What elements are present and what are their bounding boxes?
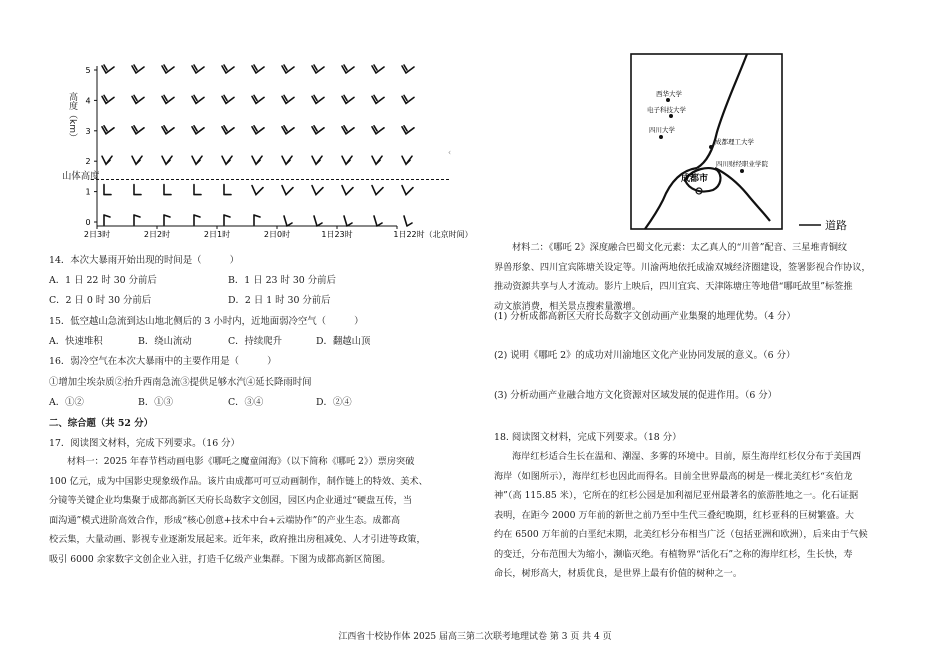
wind-barb <box>192 95 204 103</box>
wind-barb <box>374 216 382 226</box>
wind-barb <box>222 95 234 103</box>
q18-stem: 18. 阅读图文材料，完成下列要求。（18 分） <box>494 432 682 443</box>
school-label: 电子科技大学 <box>647 106 686 114</box>
road <box>715 168 770 221</box>
material-line: 的变迁，分布范围大为缩小，濒临灭绝。有植物界“活化石”之称的海岸红杉，生长快，寿 <box>494 548 853 560</box>
material-line: 100 亿元，成为中国影史现象级作品。该片由成都可可豆动画制作，制作链上的特效、美术、 <box>49 475 428 487</box>
wind-barb <box>372 95 384 103</box>
wind-barb <box>312 65 324 73</box>
material-line: 海岸（如图所示），海岸红杉也因此而得名。目前全世界最高的树是一棵北美红杉“亥伯龙 <box>494 470 853 482</box>
wind-barb <box>342 186 353 195</box>
wind-barb <box>192 126 204 134</box>
q16-option-b: B．①③ <box>138 397 174 408</box>
y-tick-label: 2 <box>85 157 91 167</box>
wind-barb <box>252 186 263 195</box>
q16-option-a: A．①② <box>49 397 84 408</box>
wind-barb-chart <box>55 60 473 246</box>
q17-part-3: (3) 分析动画产业融合地方文化资源对区域发展的促进作用。（6 分） <box>494 390 778 401</box>
q15-option-c: C．持续爬升 <box>228 336 283 347</box>
wind-barb <box>254 215 260 225</box>
x-tick-label: 2日2时 <box>143 230 171 239</box>
wind-barb <box>222 126 234 134</box>
y-tick-label: 3 <box>85 126 91 136</box>
wind-barb <box>224 215 230 225</box>
school-label: 四川财经职业学院 <box>716 160 768 168</box>
wind-barb <box>162 126 174 134</box>
wind-barb <box>252 65 264 73</box>
wind-barb <box>192 156 202 164</box>
wind-barbs <box>102 65 414 226</box>
wind-barb <box>282 186 293 195</box>
wind-barb <box>252 95 264 103</box>
q14-stem: 14．本次大暴雨开始出现的时间是（ ） <box>49 255 240 266</box>
wind-barb <box>252 156 262 164</box>
wind-barb <box>104 185 111 195</box>
material-line: 界兽形象、四川宜宾陈塘关设定等。川渝两地依托成渝双城经济圈建设，签署影视合作协议， <box>494 261 871 273</box>
wind-barb <box>224 185 231 195</box>
material-three <box>494 447 904 584</box>
wind-barb <box>402 126 414 134</box>
school-label: 四川大学 <box>649 126 675 134</box>
q16-stem: 16．弱冷空气在本次大暴雨中的主要作用是（ ） <box>49 356 277 367</box>
wind-barb <box>194 185 201 195</box>
wind-barb <box>372 65 384 73</box>
wind-barb <box>402 156 412 164</box>
material-line: 材料一：2025 年春节档动画电影《哪吒之魔童闹海》（以下简称《哪吒 2》）票房突破 <box>67 456 415 467</box>
material-line: 表明，在距今 2000 万年前的新世之前乃至中生代三叠纪晚期，红杉亚科的巨树繁盛。大 <box>494 509 854 521</box>
wind-barb <box>312 156 322 164</box>
x-tick-label: 2日0时 <box>263 230 291 239</box>
q15-option-a: A．快速堆积 <box>49 336 103 347</box>
mountain-height-label: 山体高度 <box>62 171 100 182</box>
wind-barb <box>284 216 292 226</box>
wind-barb <box>164 215 170 225</box>
material-line: 校云集，大量动画、影视专业逐渐发展起来。近年来，政府推出房租减免、人才引进等政策， <box>49 534 426 545</box>
wind-barb <box>282 156 292 164</box>
wind-barb <box>132 156 142 164</box>
wind-barb <box>342 95 354 103</box>
y-tick-label: 1 <box>85 187 91 197</box>
school-dot <box>659 135 663 139</box>
material-line: 海岸红杉适合生长在温和、潮湿、多雾的环境中。目前，原生海岸红杉仅分布于美国西 <box>512 451 862 462</box>
wind-barb <box>222 156 232 164</box>
wind-barb <box>282 65 294 73</box>
wind-barb <box>372 156 382 164</box>
wind-barb <box>132 95 144 103</box>
wind-barb <box>342 126 354 134</box>
wind-barb <box>282 126 294 134</box>
material-line: 推动资源共享与人才流动。影片上映后，四川宜宾、天津陈塘庄等地借“哪吒故里”标签推 <box>494 281 853 292</box>
wind-barb <box>162 156 172 164</box>
wind-barb <box>404 216 412 226</box>
q17-stem: 17．阅读图文材料，完成下列要求。（16 分） <box>49 438 240 449</box>
road <box>697 54 747 168</box>
wind-barb <box>222 65 234 73</box>
q15-option-b: B．绕山流动 <box>138 336 192 347</box>
wind-barb <box>104 215 110 225</box>
wind-barb <box>252 126 264 134</box>
wind-barb <box>134 185 141 195</box>
wind-barb <box>402 186 413 195</box>
school-label: 成都理工大学 <box>715 138 754 146</box>
wind-barb <box>102 126 114 134</box>
q16-option-c: C．③④ <box>228 397 264 408</box>
y-tick-label: 4 <box>85 96 91 106</box>
material-line: 面沟通”模式进阶高效合作，形成“核心创意+技术中台+云端协作”的产业生态。成都高 <box>49 514 401 526</box>
wind-barb <box>312 186 323 195</box>
school-dot <box>740 169 744 173</box>
wind-barb <box>402 95 414 103</box>
wind-barb <box>162 65 174 73</box>
wind-barb <box>344 216 352 226</box>
y-tick-label: 5 <box>85 66 91 75</box>
material-one <box>49 452 454 569</box>
wind-barb <box>162 95 174 103</box>
x-tick-label: 2日1时 <box>203 230 231 239</box>
q16-statements: ①增加尘埃杂质②抬升西南急流③提供足够水汽④延长降雨时间 <box>49 377 312 388</box>
material-line: 吸引 6000 余家数字文创企业入驻，打造千亿级产业集群。下图为成都高新区简图。 <box>49 553 391 565</box>
material-two <box>494 238 904 316</box>
material-line: 神”（高 115.85 米），它所在的红杉公园是加利福尼亚州最著名的旅游胜地之一。化石证据 <box>494 490 859 501</box>
material-line: 命长，树形高大，材质优良，是世界上最有价值的树种之一。 <box>494 568 743 579</box>
material-line: 约在 6500 万年前的白垩纪末期，北美红杉分布相当广泛（包括亚洲和欧洲），后来由于气候 <box>494 529 868 540</box>
q17-part-1: (1) 分析成都高新区天府长岛数字文创动画产业集聚的地理优势。（4 分） <box>494 311 796 322</box>
wind-barb <box>102 95 114 103</box>
chengdu-hightech-map <box>625 50 870 240</box>
material-line: 动文旅消费，相关景点搜索量激增。 <box>494 300 641 312</box>
wind-barb <box>314 216 322 226</box>
x-tick-label: 1日22时（北京时间） <box>393 230 473 239</box>
wind-barb <box>342 156 352 164</box>
wind-barb <box>134 215 140 225</box>
school-label: 西华大学 <box>656 90 682 98</box>
chart-axes <box>91 66 452 226</box>
wind-barb <box>132 126 144 134</box>
page-footer: 江西省十校协作体 2025 届高三第二次联考地理试卷 第 3 页 共 4 页 <box>338 632 612 642</box>
wind-barb <box>282 95 294 103</box>
q14-option-b: B．1 日 23 时 30 分前后 <box>228 275 336 286</box>
legend-label: 道路 <box>825 219 847 232</box>
city-label: 成都市 <box>681 174 709 184</box>
school-dot <box>709 145 713 149</box>
x-tick-label: 2日3时 <box>83 230 111 239</box>
wind-barb <box>312 126 324 134</box>
chart-ticks <box>84 66 473 239</box>
wind-barb <box>164 185 171 195</box>
x-tick-label: 1日23时 <box>321 230 353 239</box>
school-dot <box>669 114 673 118</box>
wind-barb <box>372 126 384 134</box>
q17-part-2: (2) 说明《哪吒 2》的成功对川渝地区文化产业协同发展的意义。（6 分） <box>494 350 796 361</box>
q14-option-c: C．2 日 0 时 30 分前后 <box>49 295 152 306</box>
section-heading: 二、综合题（共 52 分） <box>49 418 153 429</box>
wind-barb <box>312 95 324 103</box>
q15-stem: 15．低空越山急流到达山地北侧后的 3 小时内，近地面弱冷空气（ ） <box>49 316 364 327</box>
wind-barb <box>102 156 112 164</box>
wind-barb <box>342 65 354 73</box>
wind-barb <box>372 186 383 195</box>
q15-option-d: D．翻越山顶 <box>316 336 371 347</box>
material-line: 分镜等关键企业均集聚于成都高新区天府长岛数字文创园，园区内企业通过“硬盘互传，当 <box>49 495 413 506</box>
wind-barb <box>192 65 204 73</box>
wind-barb <box>102 65 114 73</box>
material-line: 材料二：《哪吒 2》深度融合巴蜀文化元素：太乙真人的“川普”配音、三星堆青铜纹 <box>512 242 848 253</box>
stray-mark: ‹ <box>448 148 452 157</box>
q14-option-a: A．1 日 22 时 30 分前后 <box>49 275 157 286</box>
school-dot <box>666 98 670 102</box>
wind-barb <box>132 65 144 73</box>
y-axis-title: 高度（km） <box>67 92 77 142</box>
wind-barb <box>194 215 200 225</box>
map-frame <box>631 54 782 229</box>
q14-option-d: D．2 日 1 时 30 分前后 <box>228 295 331 306</box>
y-tick-label: 0 <box>85 218 91 227</box>
wind-barb <box>402 65 414 73</box>
q16-option-d: D．②④ <box>316 397 352 408</box>
